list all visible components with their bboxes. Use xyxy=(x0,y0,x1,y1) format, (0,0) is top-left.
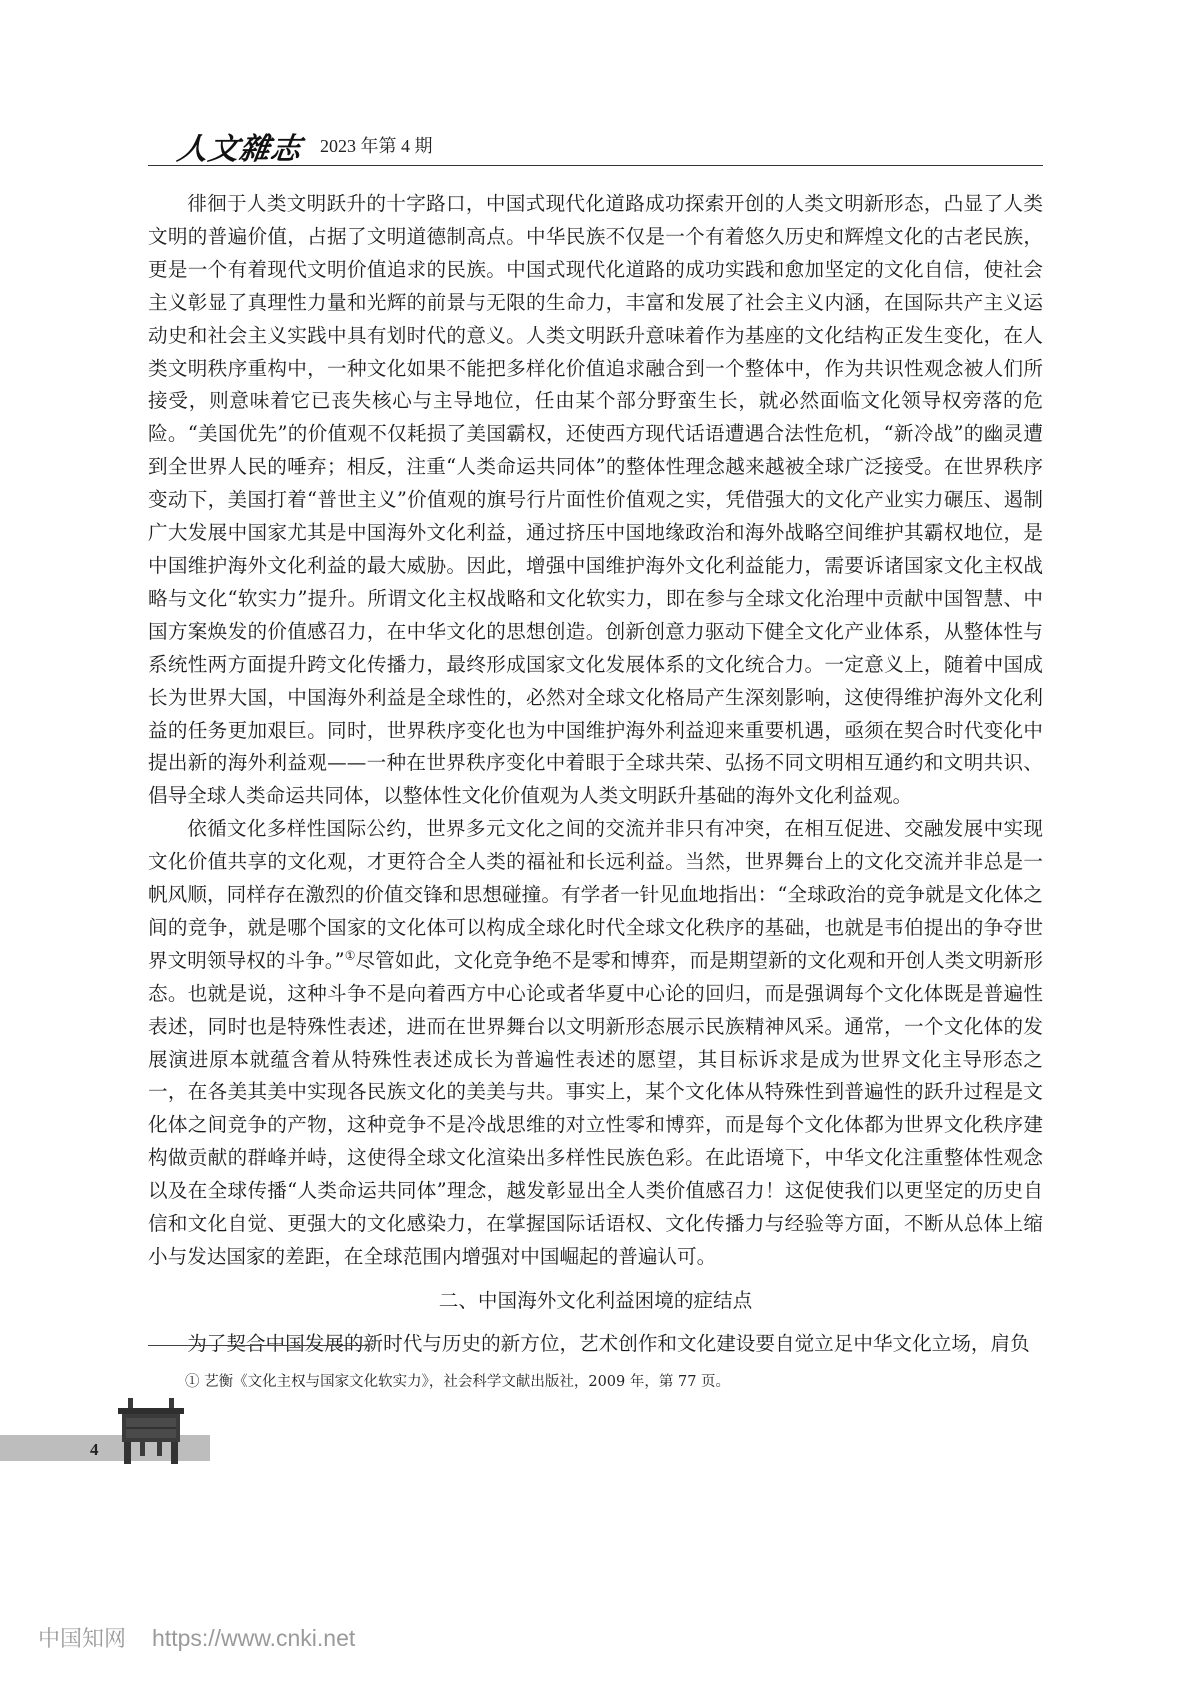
paragraph-2-text-a: 依循文化多样性国际公约，世界多元文化之间的交流并非只有冲突，在相互促进、交融发展中实现文化价值共享的文化观，才更符合全人类的福祉和长远利益。当然，世界舞台上的文化交流并非总是一帆风顺，同样存在激烈的价值交锋和思想碰撞。有学者一针见血地指出：“全球政治的竞争就是文化体之间的竞争，就是哪个国家的文化体可以构成全球化时代全球文化秩序的基础，也就是韦伯提出的争夺世界文明领导权的斗争。” xyxy=(148,817,1043,972)
article-body xyxy=(148,188,1043,1361)
paragraph-2-text-b: 尽管如此，文化竞争绝不是零和博弈，而是期望新的文化观和开创人类文明新形态。也就是说，这种斗争不是向着西方中心论或者华夏中心论的回归，而是强调每个文化体既是普遍性表述，同时也是特殊性表述，进而在世界舞台以文明新形态展示民族精神风采。通常，一个文化体的发展演进原本就蕴含着从特殊性表述成长为普遍性表述的愿望，其目标诉求是成为世界文化主导形态之一，在各美其美中实现各民族文化的美美与共。事实上，某个文化体从特殊性到普遍性的跃升过程是文化体之间竞争的产物，这种竞争不是冷战思维的对立性零和博弈，而是每个文化体都为世界文化秩序建构做贡献的群峰并峙，这使得全球文化渲染出多样性民族色彩。在此语境下，中华文化注重整体性观念以及在全球传播“人类命运共同体”理念，越发彰显出全人类价值感召力！这促使我们以更坚定的历史自信和文化自觉、更强大的文化感染力，在掌握国际话语权、文化传播力与经验等方面，不断从总体上缩小与发达国家的差距，在全球范围内增强对中国崛起的普遍认可。 xyxy=(148,948,1043,1268)
page-header xyxy=(148,118,1043,168)
footnote-divider xyxy=(148,1345,368,1346)
footnote: ① 艺衡《文化主权与国家文化软实力》，社会科学文献出版社，2009 年，第 77 页。 xyxy=(185,1374,731,1390)
watermark-url[interactable]: https://www.cnki.net xyxy=(152,1625,356,1651)
watermark-site-name: 中国知网 xyxy=(38,1627,127,1652)
body-paragraph-1: 徘徊于人类文明跃升的十字路口，中国式现代化道路成功探索开创的人类文明新形态，凸显了人类文明的普遍价值，占据了文明道德制高点。中华民族不仅是一个有着悠久历史和辉煌文化的古老民族，更是一个有着现代文明价值追求的民族。中国式现代化道路的成功实践和愈加坚定的文化自信，使社会主义彰显了真理性力量和光辉的前景与无限的生命力，丰富和发展了社会主义内涵，在国际共产主义运动史和社会主义实践中具有划时代的意义。人类文明跃升意味着作为基座的文化结构正发生变化，在人类文明秩序重构中，一种文化如果不能把多样化价值追求融合到一个整体中，作为共识性观念被人们所接受，则意味着它已丧失核心与主导地位，任由某个部分野蛮生长，就必然面临文化领导权旁落的危险。“美国优先”的价值观不仅耗损了美国霸权，还使西方现代话语遭遇合法性危机，“新冷战”的幽灵遭到全世界人民的唾弃；相反，注重“人类命运共同体”的整体性理念越来越被全球广泛接受。在世界秩序变动下，美国打着“普世主义”价值观的旗号行片面性价值观之实，凭借强大的文化产业实力碾压、遏制广大发展中国家尤其是中国海外文化利益，通过挤压中国地缘政治和海外战略空间维护其霸权地位，是中国维护海外文化利益的最大威胁。因此，增强中国维护海外文化利益能力，需要诉诸国家文化主权战略与文化“软实力”提升。所谓文化主权战略和文化软实力，即在参与全球文化治理中贡献中国智慧、中国方案焕发的价值感召力，在中华文化的思想创造。创新创意力驱动下健全文化产业体系，从整体性与系统性两方面提升跨文化传播力，最终形成国家文化发展体系的文化统合力。一定意义上，随着中国成长为世界大国，中国海外利益是全球性的，必然对全球文化格局产生深刻影响，这使得维护海外文化利益的任务更加艰巨。同时，世界秩序变化也为中国维护海外利益迎来重要机遇，亟须在契合时代变化中提出新的海外利益观——一种在世界秩序变化中着眼于全球共荣、弘扬不同文明相互通约和文明共识、倡导全球人类命运共同体，以整体性文化价值观为人类文明跃升基础的海外文化利益观。 xyxy=(148,192,1043,808)
source-watermark xyxy=(38,1622,355,1653)
journal-logo: 人文雜志 xyxy=(175,132,304,167)
issue-label: 2023 年第 4 期 xyxy=(320,136,433,156)
page-number: 4 xyxy=(90,1440,99,1459)
footnote-marker: ① xyxy=(344,948,356,963)
section-heading: 二、中国海外文化利益困境的症结点 xyxy=(438,1288,753,1312)
body-paragraph-3: 为了契合中国发展的新时代与历史的新方位，艺术创作和文化建设要自觉立足中华文化立场，肩负 xyxy=(187,1331,1030,1355)
body-paragraph-2 xyxy=(148,813,1043,1274)
header-divider xyxy=(148,165,1043,166)
bronze-vessel-icon xyxy=(110,1396,192,1466)
